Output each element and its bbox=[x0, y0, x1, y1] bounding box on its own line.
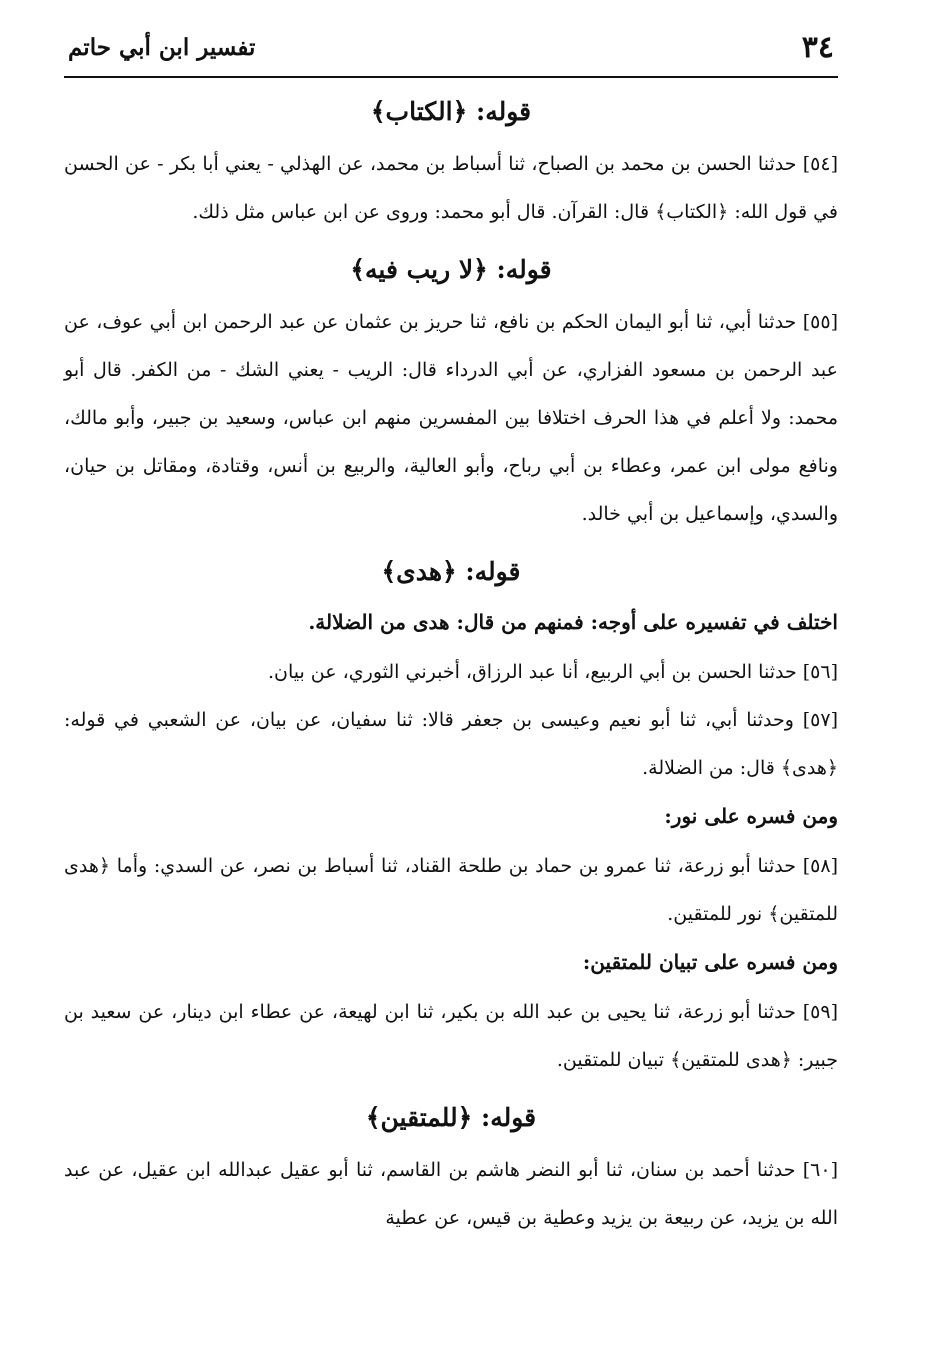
hadith-paragraph: [٥٧] وحدثنا أبي، ثنا أبو نعيم وعيسى بن جعفر قالا: ثنا سفيان، عن بيان، عن الشعبي في قوله: ﴿هدى﴾ قال: من الضلالة. bbox=[64, 709, 838, 779]
hadith-paragraph: [٥٨] حدثنا أبو زرعة، ثنا عمرو بن حماد بن طلحة القناد، ثنا أسباط بن نصر، عن السدي: وأما ﴿هدى للمتقين﴾ نور للمتقين. bbox=[64, 855, 838, 925]
interpretation-note: ومن فسره على تبيان للمتقين: bbox=[582, 950, 838, 974]
section-heading: قوله: ﴿الكتاب﴾ bbox=[370, 97, 532, 126]
page-number: ٣٤ bbox=[801, 30, 834, 65]
section-heading: قوله: ﴿هدى﴾ bbox=[381, 557, 521, 586]
section-heading: قوله: ﴿لا ريب فيه﴾ bbox=[350, 255, 552, 284]
hadith-paragraph: [٥٩] حدثنا أبو زرعة، ثنا يحيى بن عبد الله بن بكير، ثنا ابن لهيعة، عن عطاء ابن دينار، عن سعيد بن جبير: ﴿هدى للمتقين﴾ تبيان للمتقين. bbox=[64, 1001, 838, 1071]
hadith-paragraph: [٥٦] حدثنا الحسن بن أبي الربيع، أنا عبد الرزاق، أخبرني الثوري، عن بيان. bbox=[267, 661, 838, 683]
interpretation-note: اختلف في تفسيره على أوجه: فمنهم من قال: هدى من الضلالة. bbox=[308, 610, 838, 634]
section-heading: قوله: ﴿للمتقين﴾ bbox=[365, 1103, 537, 1132]
hadith-paragraph: [٥٤] حدثنا الحسن بن محمد بن الصباح، ثنا أسباط بن محمد، عن الهذلي - يعني أبا بكر - عن الحسن في قول الله: ﴿الكتاب﴾ قال: القرآن. قال أبو محمد: وروى عن ابن عباس مثل ذلك. bbox=[64, 153, 838, 223]
interpretation-note: ومن فسره على نور: bbox=[664, 804, 838, 828]
hadith-paragraph: [٦٠] حدثنا أحمد بن سنان، ثنا أبو النضر هاشم بن القاسم، ثنا أبو عقيل عبدالله ابن عقيل، عن عبد الله بن يزيد، عن ربيعة بن يزيد وعطية بن قيس، عن عطية bbox=[64, 1159, 838, 1229]
page-header bbox=[64, 28, 838, 78]
running-title: تفسير ابن أبي حاتم bbox=[68, 34, 256, 61]
hadith-paragraph: [٥٥] حدثنا أبي، ثنا أبو اليمان الحكم بن نافع، ثنا حريز بن عثمان عن عبد الرحمن ابن أبي عوف، عن عبد الرحمن بن مسعود الفزاري، عن أبي الدرداء قال: الريب - يعني الشك - من الكفر. قال أبو محمد: ولا أعلم في هذا الحرف اختلافا بين المفسرين منهم ابن عباس، وسعيد بن جبير، وأبو مالك، ونافع مولى ابن عمر، وعطاء بن أبي رباح، وأبو العالية، والربيع بن أنس، وقتادة، ومقاتل بن حيان، والسدي، وإسماعيل بن أبي خالد. bbox=[64, 311, 838, 525]
